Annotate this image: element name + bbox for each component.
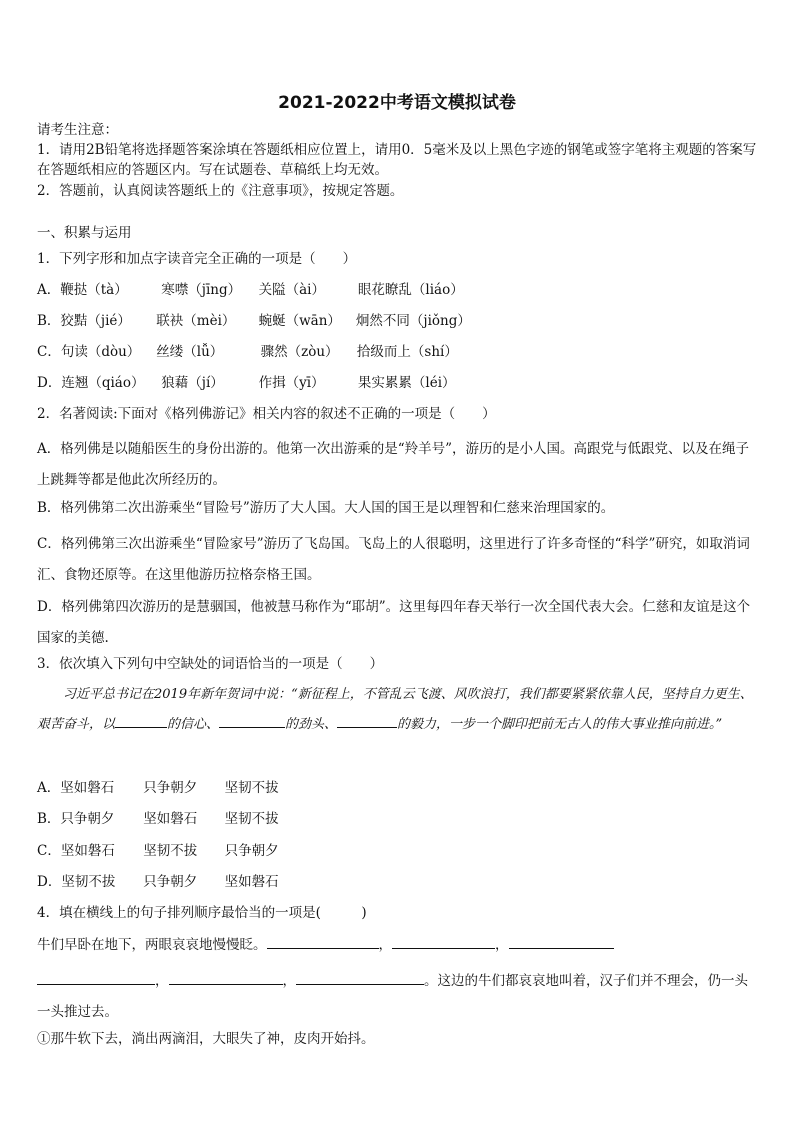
notice-item-1: 1．请用2B铅笔将选择题答案涂填在答题纸相应位置上，请用0．5毫米及以上黑色字迹的钢笔或签字笔将主观题的答案写在答题纸相应的答题区内。写在试题卷、草稿纸上均无效。 — [37, 142, 757, 178]
q3-quote-part-3: 的劲头、 — [285, 717, 338, 732]
q1-option-b-2: 联袂（mèi） — [156, 313, 236, 329]
q4-sep-1: ， — [378, 937, 392, 953]
q4-stem: 4．填在横线上的句子排列顺序最恰当的一项是( ) — [37, 905, 367, 921]
page-title: 2021-2022中考语文模拟试卷 — [278, 93, 516, 113]
q3-option-b-3: 坚韧不拔 — [224, 811, 279, 827]
q1-option-d — [37, 373, 456, 393]
q3-blank-2 — [219, 713, 285, 728]
q3-option-a — [37, 778, 279, 798]
q1-option-a — [37, 280, 464, 300]
q2-option-d: D．格列佛第四次游历的是慧骃国，他被慧马称作为“耶胡”。这里每四年春天举行一次全国代表大会。仁慈和友谊是这个国家的美德. — [37, 599, 751, 646]
section-heading: 一、积累与运用 — [37, 225, 132, 241]
q4-sep-3: ， — [155, 973, 169, 989]
q4-sep-4: ， — [282, 973, 296, 989]
q1-option-b — [37, 311, 471, 331]
q1-option-d-4: 果实累累（léi） — [357, 375, 456, 391]
q1-option-a-4: 眼花瞭乱（liáo） — [357, 282, 464, 298]
q2-option-c: C．格列佛第三次出游乘坐“冒险家号”游历了飞岛国。飞岛上的人很聪明，这里进行了许多奇怪的“科学”研究，如取消词汇、食物还原等。在这里他游历拉格奈格王国。 — [37, 536, 750, 583]
q3-option-b-2: 坚如磐石 — [143, 811, 198, 827]
q4-line-2 — [37, 966, 759, 1028]
q4-item-1: ①那牛软下去，淌出两滴泪，大眼失了神，皮肉开始抖。 — [37, 1031, 375, 1047]
q3-option-a-1: A．坚如磐石 — [37, 780, 115, 796]
q4-blank-5 — [169, 970, 283, 985]
q4-blank-1 — [267, 934, 379, 949]
q2-stem: 2．名著阅读:下面对《格列佛游记》相关内容的叙述不正确的一项是（ ） — [37, 406, 496, 422]
q3-option-c-3: 只争朝夕 — [224, 843, 279, 859]
q3-option-c-1: C．坚如磐石 — [37, 843, 115, 859]
q3-blank-1 — [115, 713, 167, 728]
q1-option-c-4: 拾级而上（shí） — [356, 344, 458, 360]
q3-option-d-1: D．坚韧不拔 — [37, 874, 116, 890]
q3-blank-3 — [337, 713, 397, 728]
q1-option-d-1: D．连翘（qiáo） — [37, 375, 145, 391]
q3-option-b — [37, 809, 279, 829]
q2-option-a: A．格列佛是以随船医生的身份出游的。他第一次出游乘的是“羚羊号”，游历的是小人国。高跟党与低跟党、以及在绳子上跳舞等都是他此次所经历的。 — [37, 441, 750, 488]
q4-line-1-text: 牛们早卧在地下，两眼哀哀地慢慢眨。 — [37, 937, 267, 953]
q3-option-a-2: 只争朝夕 — [143, 780, 198, 796]
q3-quote — [37, 680, 759, 740]
q4-blank-3 — [509, 934, 614, 949]
q4-line-1 — [37, 934, 614, 955]
q3-quote-part-4: 的毅力，一步一个脚印把前无古人的伟大事业推向前进。” — [397, 717, 723, 732]
q4-blank-4 — [37, 970, 155, 985]
q4-line-2-end: 。这边的牛们都哀哀地叫着，汉子们并不理会，仍一头一头推过去。 — [37, 973, 748, 1020]
q1-option-a-3: 关隘（ài） — [258, 282, 325, 298]
q1-option-b-4: 炯然不同（jiǒng） — [355, 313, 471, 329]
q1-option-a-1: A．鞭挞（tà） — [37, 282, 128, 298]
q1-option-c-1: C．句读（dòu） — [37, 344, 141, 360]
q1-option-b-1: B．狡黠（jié） — [37, 313, 131, 329]
q1-option-d-2: 狼藉（jí） — [161, 375, 224, 391]
q3-option-a-3: 坚韧不拔 — [224, 780, 279, 796]
q3-option-c — [37, 841, 279, 861]
q1-option-d-3: 作揖（yī） — [258, 375, 325, 391]
q3-quote-part-1: 习近平总书记在2019年新年贺词中说：“新征程上，不管乱云飞渡、风吹浪打，我们都要紧紧依靠人民，坚持自力更生、艰苦奋斗，以 — [37, 687, 753, 732]
q3-option-c-2: 坚韧不拔 — [143, 843, 198, 859]
q1-option-c-3: 骤然（zòu） — [260, 344, 339, 360]
q1-option-c — [37, 342, 458, 362]
q1-option-c-2: 丝缕（lǚ） — [156, 344, 224, 360]
q3-stem: 3．依次填入下列句中空缺处的词语恰当的一项是（ ） — [37, 656, 384, 672]
q3-option-d-3: 坚如磐石 — [224, 874, 279, 890]
q3-option-b-1: B．只争朝夕 — [37, 811, 115, 827]
notice-item-2: 2．答题前，认真阅读答题纸上的《注意事项》，按规定答题。 — [37, 183, 404, 199]
q4-blank-2 — [392, 934, 495, 949]
q4-blank-6 — [296, 970, 424, 985]
q3-option-d — [37, 872, 279, 892]
q1-stem: 1．下列字形和加点字读音完全正确的一项是（ ） — [37, 251, 357, 267]
q1-option-a-2: 寒噤（jīng） — [161, 282, 242, 298]
q3-quote-part-2: 的信心、 — [167, 717, 220, 732]
notice-heading: 请考生注意： — [37, 122, 118, 138]
q3-option-d-2: 只争朝夕 — [143, 874, 198, 890]
q4-sep-2: ， — [495, 937, 509, 953]
q2-option-b: B．格列佛第二次出游乘坐“冒险号”游历了大人国。大人国的国王是以理智和仁慈来治理国家的。 — [37, 500, 615, 516]
q1-option-b-3: 蜿蜒（wān） — [258, 313, 341, 329]
